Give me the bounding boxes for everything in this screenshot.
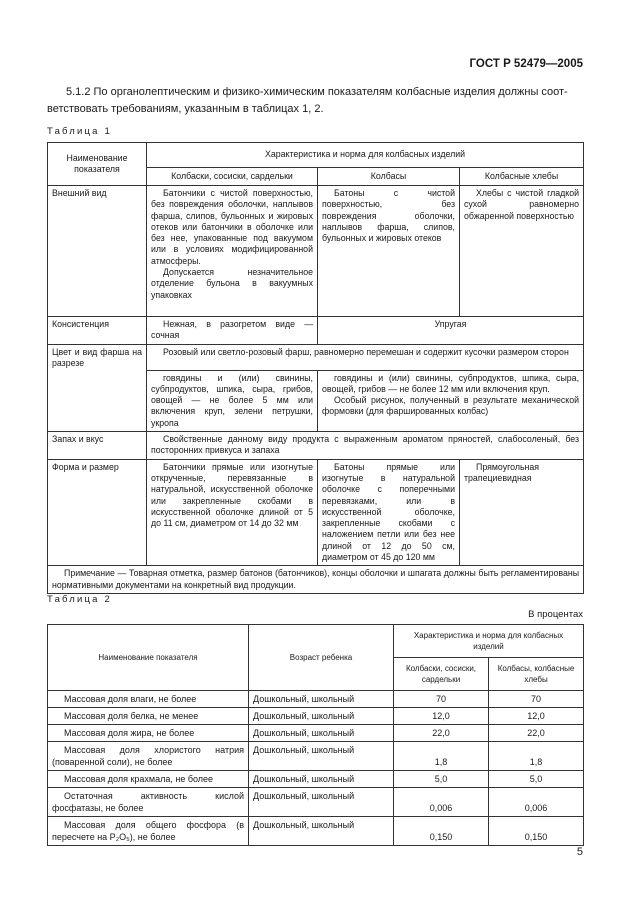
t2-row-value-a: 22,0 xyxy=(394,725,489,742)
intro-line-1: 5.1.2 По органолептическим и физико-химическим показателям колбасные изделия должны соот- xyxy=(66,86,568,98)
t1-appearance-b: Батоны с чистой поверхностью, без повреждения оболочки, наплывов фарша, слипов, бульонных и жировых отеков xyxy=(318,186,460,317)
table-row xyxy=(48,691,584,708)
page-number: 5 xyxy=(576,846,583,858)
t2-header-group: Характеристика и норма для колбасных изделий xyxy=(394,625,584,658)
table1-caption: Таблица 1 xyxy=(47,126,112,137)
t2-row-value-b: 0,006 xyxy=(489,788,584,817)
t1-header-name: Наименование показателя xyxy=(48,143,147,186)
t1-row-consistency-name: Консистенция xyxy=(48,317,147,345)
t2-row-value-b: 1,8 xyxy=(489,742,584,771)
t2-row-age: Дошкольный, школьный xyxy=(249,771,394,788)
t2-row-value-b: 12,0 xyxy=(489,708,584,725)
t2-header-col-b: Колбасы, колбасные хлебы xyxy=(489,658,584,691)
t2-row-name: Массовая доля крахмала, не более xyxy=(48,771,249,788)
t1-header-col-a: Колбаски, сосиски, сардельки xyxy=(147,168,318,186)
t2-row-age: Дошкольный, школьный xyxy=(249,742,394,771)
t1-shape-b: Батоны прямые или изогнутые в натуральной оболочке с поперечными перевязками, или в искусственной оболочке, закрепленные скобами с наложением петли или без нее длиной от 12 до 50 см, диаметром от 45 до 120 мм xyxy=(318,459,460,566)
t1-shape-c: Прямоугольная трапециевидная xyxy=(460,459,584,566)
t1-appearance-a2: Допускается незначительное отделение бульона в вакуумных упаковках xyxy=(151,267,313,300)
t1-color-bc1: говядины и (или) свинины, субпродуктов, шпика, сыра, овощей, грибов — не более 12 мм или включения круп. xyxy=(322,372,580,394)
intro-paragraph xyxy=(47,84,583,118)
t2-row-name: Массовая доля влаги, не более xyxy=(48,691,249,708)
t2-row-value-b: 22,0 xyxy=(489,725,584,742)
intro-line-2: ветствовать требованиям, указанным в таблицах 1, 2. xyxy=(47,103,324,115)
table-1 xyxy=(47,142,584,594)
table2-units: В процентах xyxy=(528,609,583,620)
t2-row-name: Массовая доля жира, не более xyxy=(48,725,249,742)
t1-header-group: Характеристика и норма для колбасных изделий xyxy=(147,143,584,168)
standard-number: ГОСТ Р 52479—2005 xyxy=(469,58,583,70)
t1-consistency-bc: Упругая xyxy=(318,317,584,345)
t1-color-bc2: Особый рисунок, полученный в результате механической формовки (для фаршированных колбас) xyxy=(322,395,580,417)
table2-caption: Таблица 2 xyxy=(47,594,112,605)
t1-smell-all: Свойственные данному виду продукта с выраженным ароматом пряностей, слабосоленый, без посторонних привкуса и запаха xyxy=(147,432,584,460)
table-2 xyxy=(47,624,584,846)
table-row xyxy=(48,817,584,846)
t1-header-col-b: Колбасы xyxy=(318,168,460,186)
t1-color-a: говядины и (или) свинины, субпродуктов, шпика, сыра, грибов, овощей — не более 5 мм или включения круп, зелени петрушки, укропа xyxy=(147,370,318,431)
t1-appearance-a1: Батончики с чистой поверхностью, без повреждения оболочки, наплывов фарша, слипов, бульонных и жировых отеков или батончики в оболочке или без нее, упакованные под вакуумом или в условиях модифицированной атмосферы. xyxy=(151,188,313,266)
t2-row-value-a: 12,0 xyxy=(394,708,489,725)
t2-header-age: Возраст ребенка xyxy=(249,625,394,691)
t2-row-age: Дошкольный, школьный xyxy=(249,691,394,708)
t2-row-name: Массовая доля белка, не менее xyxy=(48,708,249,725)
table-row xyxy=(48,725,584,742)
t2-row-value-b: 70 xyxy=(489,691,584,708)
table-row xyxy=(48,788,584,817)
table-row xyxy=(48,771,584,788)
t2-row-name: Массовая доля общего фосфора (в пересчете на P₂O₅), не более xyxy=(48,817,249,846)
t1-color-all: Розовый или светло-розовый фарш, равномерно перемешан и содержит кусочки размером сторон xyxy=(147,344,584,370)
t2-row-name: Остаточная активность кислой фосфатазы, не более xyxy=(48,788,249,817)
t1-row-smell-name: Запах и вкус xyxy=(48,432,147,460)
t1-color-bc xyxy=(318,370,584,431)
t2-row-value-a: 0,150 xyxy=(394,817,489,846)
t1-row-shape-name: Форма и размер xyxy=(48,459,147,566)
t2-row-name: Массовая доля хлористого натрия (поваренной соли), не более xyxy=(48,742,249,771)
t1-appearance-c: Хлебы с чистой гладкой сухой равномерно обжаренной поверхностью xyxy=(460,186,584,317)
t2-row-value-b: 5,0 xyxy=(489,771,584,788)
t2-row-value-a: 5,0 xyxy=(394,771,489,788)
t2-row-age: Дошкольный, школьный xyxy=(249,708,394,725)
t1-header-col-c: Колбасные хлебы xyxy=(460,168,584,186)
t1-appearance-a xyxy=(147,186,318,317)
t1-note: Примечание — Товарная отметка, размер батонов (батончиков), концы оболочки и шпагата должны быть регламентированы нормативными документами на конкретный вид продукции. xyxy=(48,566,584,594)
t1-consistency-a: Нежная, в разогретом виде — сочная xyxy=(147,317,318,345)
t1-row-color-name: Цвет и вид фарша на разрезе xyxy=(48,344,147,431)
t2-row-value-a: 0,006 xyxy=(394,788,489,817)
t2-row-value-a: 70 xyxy=(394,691,489,708)
t2-header-col-a: Колбаски, сосиски, сардельки xyxy=(394,658,489,691)
t2-row-value-b: 0,150 xyxy=(489,817,584,846)
table-row xyxy=(48,708,584,725)
t1-row-appearance-name: Внешний вид xyxy=(48,186,147,317)
t2-row-value-a: 1,8 xyxy=(394,742,489,771)
table-row xyxy=(48,742,584,771)
t1-shape-a: Батончики прямые или изогнутые открученные, перевязанные в натуральной, искусственной оболочке или закрепленные скобами в искусственной оболочке длиной от 5 до 11 см, диаметром от 14 до 32 мм xyxy=(147,459,318,566)
t2-row-age: Дошкольный, школьный xyxy=(249,788,394,817)
t2-row-age: Дошкольный, школьный xyxy=(249,725,394,742)
t2-header-name: Наименование показателя xyxy=(48,625,249,691)
t2-row-age: Дошкольный, школьный xyxy=(249,817,394,846)
